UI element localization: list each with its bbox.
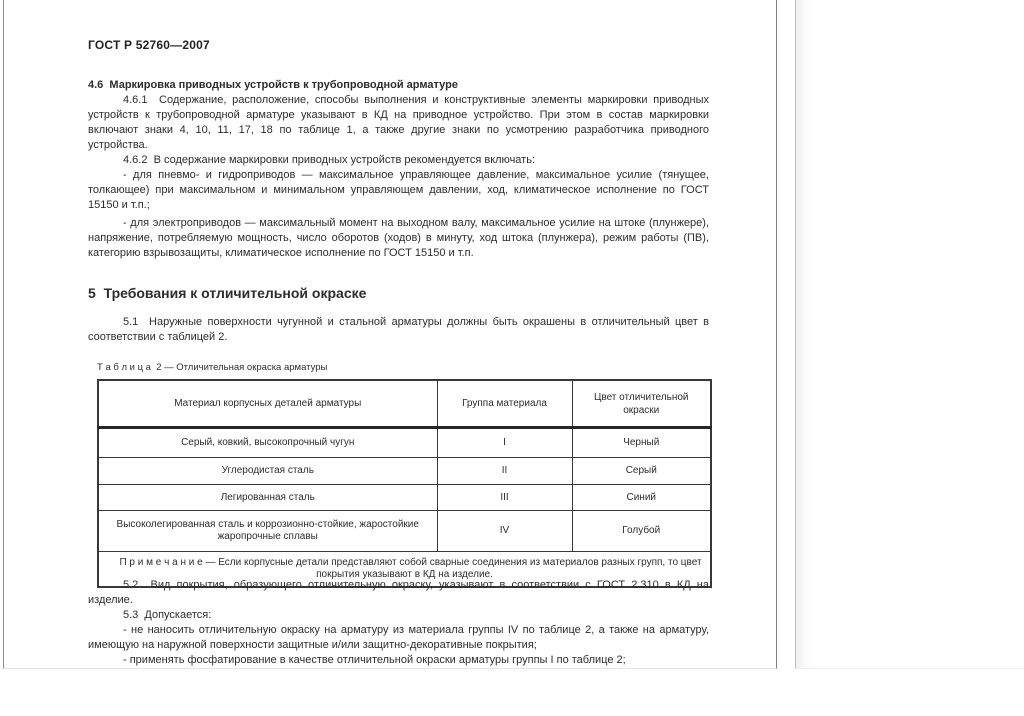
table-header-group: Группа материала xyxy=(437,380,572,428)
bullet-no-paint: - не наносить отличительную окраску на арматуру из материала группы IV по таблице 2, а также на арматуру, имеющую на наружной поверхности защитные и/или защитно-декоративные покрытия; xyxy=(88,624,709,651)
paragraph-5-3: 5.3 Допускается: xyxy=(123,609,212,621)
paragraph-5-1: 5.1 Наружные поверхности чугунной и стальной арматуры должны быть окрашены в отличительный цвет в соответствии с таблицей 2. xyxy=(88,316,709,343)
table-cell-material: Серый, ковкий, высокопрочный чугун xyxy=(98,428,437,458)
table-cell-group: III xyxy=(437,485,572,511)
table-row xyxy=(98,511,711,552)
table-cell-group: I xyxy=(437,428,572,458)
table-cell-color: Голубой xyxy=(572,511,711,552)
paragraph-4-6-2: 4.6.2 В содержание маркировки приводных устройств рекомендуется включать: xyxy=(123,154,536,166)
table-header-material: Материал корпусных деталей арматуры xyxy=(98,380,437,428)
table-cell-color: Синий xyxy=(572,485,711,511)
paragraph-5-2: 5.2 Вид покрытия, образующего отличительную окраску, указывают в соответствии с ГОСТ 2.310 в КД на изделие. xyxy=(88,579,709,606)
section-heading-4-6: 4.6 Маркировка приводных устройств к трубопроводной арматуре xyxy=(88,79,458,91)
table-header-row xyxy=(98,380,711,428)
table-cell-color: Черный xyxy=(572,428,711,458)
table-row xyxy=(98,485,711,511)
table-cell-material: Углеродистая сталь xyxy=(98,458,437,485)
table-cell-group: II xyxy=(437,458,572,485)
next-page-edge xyxy=(795,0,1024,669)
table-cell-color: Серый xyxy=(572,458,711,485)
paragraph-4-6-1: 4.6.1 Содержание, расположение, способы выполнения и конструктивные элементы маркировки приводных устройств к трубопроводной арматуре указывают в КД на приводное устройство. При этом в состав маркировки включают знаки 4, 10, 11, 17, 18 по таблице 1, а также другие знаки по усмотрению разработчика приводного устройства. xyxy=(88,94,709,151)
table-cell-material: Легированная сталь xyxy=(98,485,437,511)
table-note: П р и м е ч а н и е — Если корпусные детали представляют собой сварные соединения из материалов разных групп, то цвет покрытия указывают в КД на изделие. xyxy=(98,552,711,588)
bullet-pneumo-hydro: - для пневмо- и гидроприводов — максимальное управляющее давление, максимальное усилие (тянущее, толкающее) при максимальном и минимальном управляющем давлении, ход, климатическое исполнение по ГОСТ 15150 и т.п.; xyxy=(88,169,709,211)
table-row xyxy=(98,428,711,458)
table-cell-group: IV xyxy=(437,511,572,552)
bullet-phosphate: - применять фосфатирование в качестве отличительной окраски арматуры группы I по таблице 2; xyxy=(123,654,626,666)
table-cell-material: Высоколегированная сталь и коррозионно-стойкие, жаростойкие жаропрочные сплавы xyxy=(98,511,437,552)
table-row xyxy=(98,458,711,485)
document-page xyxy=(3,0,777,669)
section-heading-5: 5 Требования к отличительной окраске xyxy=(88,285,367,301)
color-table xyxy=(97,379,712,588)
bullet-electro: - для электроприводов — максимальный момент на выходном валу, максимальное усилие на штоке (плунжере), напряжение, потребляемую мощность, число оборотов (ходов) в минуту, ход штока (плунжера), режим работы (ПВ), категорию взрывозащиты, климатическое исполнение по ГОСТ 15150 и т.п. xyxy=(88,217,709,259)
table-header-color: Цвет отличительной окраски xyxy=(572,380,711,428)
running-header: ГОСТ Р 52760—2007 xyxy=(88,38,210,52)
table-caption: Т а б л и ц а 2 — Отличительная окраска арматуры xyxy=(97,362,328,373)
